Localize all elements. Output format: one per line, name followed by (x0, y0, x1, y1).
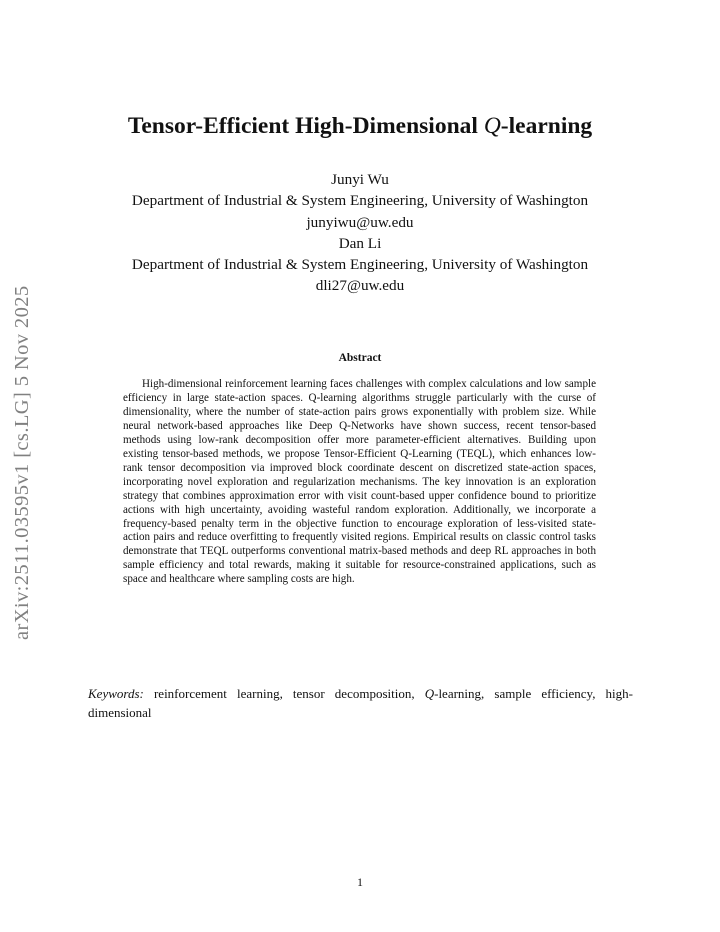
paper-title-q-symbol: Q (483, 113, 501, 139)
keywords-label: Keywords: (88, 686, 144, 701)
author-name: Junyi Wu (331, 171, 389, 188)
page-number: 1 (357, 875, 363, 889)
author-email: junyiwu@uw.edu (306, 213, 414, 231)
keywords-text-part: reinforcement learning, tensor decomposition, (143, 686, 425, 701)
author-affiliation: Department of Industrial & System Engineering, University of Washington (131, 192, 589, 210)
keywords-line (88, 685, 633, 722)
author-name: Dan Li (338, 234, 382, 252)
abstract-body: High-dimensional reinforcement learning faces challenges with complex calculations and low sample efficiency in large state-action spaces. Q-learning algorithms struggle particularly with the curse of dimensionality, where the number of state-action pairs grows exponentially with problem size. While neural network-based approaches like Deep Q-Networks have shown success, recent tensor-based methods using low-rank decomposition offer more parameter-efficient alternatives. Building upon existing tensor-based methods, we propose Tensor-Efficient Q-Learning (TEQL), which enhances low-rank tensor decomposition via improved block coordinate descent on discretized state-action spaces, incorporating novel exploration and regularization mechanisms. The key innovation is an exploration strategy that combines approximation error with visit count-based upper confidence bound to prioritize actions with high uncertainty, avoiding wasteful random exploration. Additionally, we incorporate a frequency-based penalty term in the objective function to encourage exploration of less-visited state-action pairs and reduce overfitting to frequently visited regions. Empirical results on classic control tasks demonstrate that TEQL outperforms conventional matrix-based methods and deep RL approaches in both sample efficiency and total rewards, making it suitable for resource-constrained applications, such as space and healthcare where sampling costs are high. (123, 378, 596, 586)
keywords-q-symbol: Q (424, 686, 435, 701)
paper-title-suffix: -learning (500, 113, 593, 139)
arxiv-identifier-stamp: arXiv:2511.03595v1 [cs.LG] 5 Nov 2025 (11, 285, 33, 640)
abstract-heading: Abstract (338, 352, 382, 364)
author-block (60, 169, 660, 297)
paper-title-prefix: Tensor-Efficient High-Dimensional (127, 113, 478, 139)
paper-title (60, 110, 660, 142)
author-affiliation: Department of Industrial & System Engineering, University of Washington (131, 256, 589, 274)
author-email: dli27@uw.edu (315, 277, 405, 295)
keywords-text-part: -learning, sample efficiency, high-dimensional (88, 686, 633, 720)
